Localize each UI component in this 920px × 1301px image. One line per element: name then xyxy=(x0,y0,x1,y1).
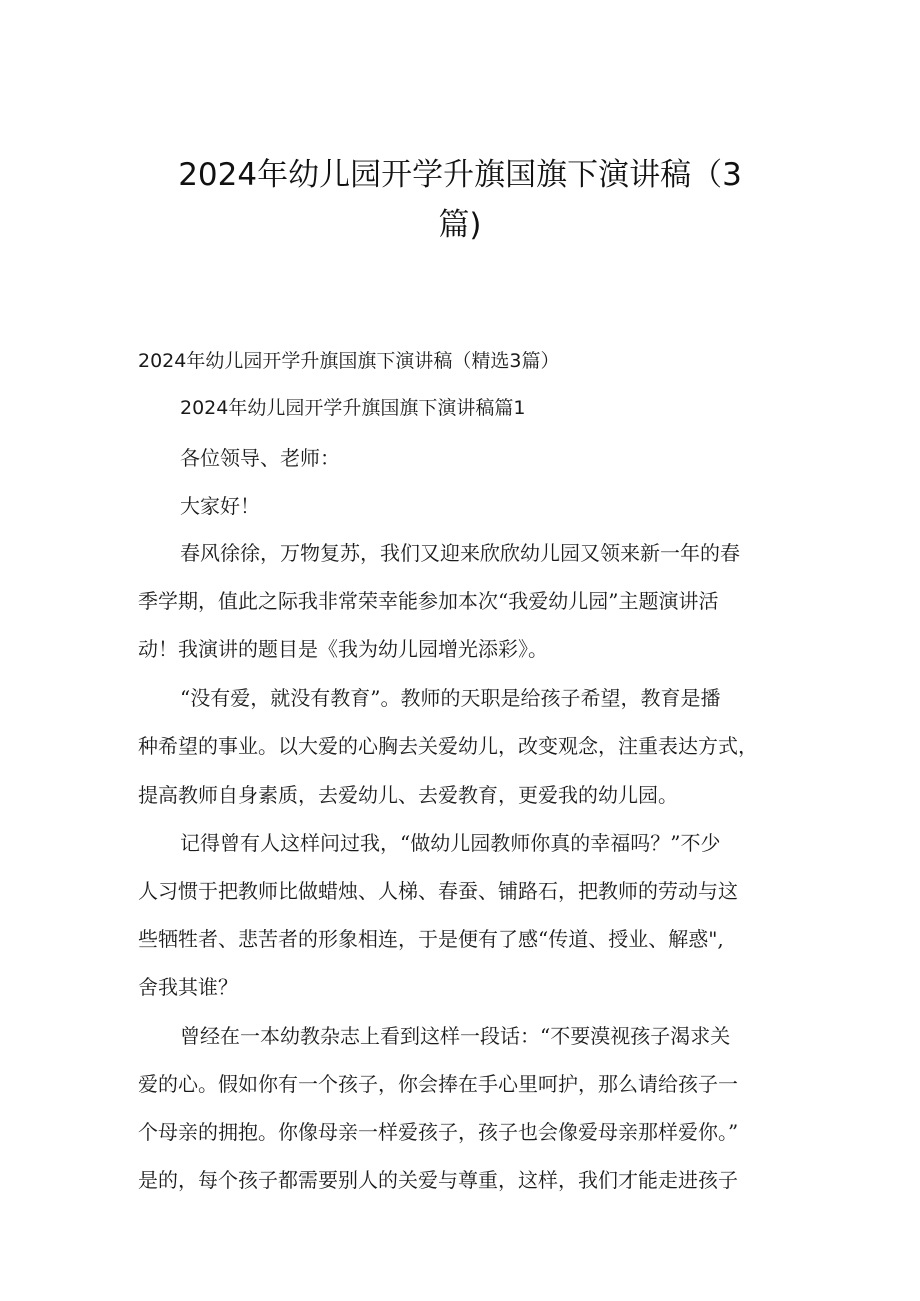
body-line: 些牺牲者、悲苦者的形象相连，于是便有了感“传道、授业、解惑", xyxy=(138,927,724,951)
document-title xyxy=(0,150,920,250)
body-line: 个母亲的拥抱。你像母亲一样爱孩子，孩子也会像爱母亲那样爱你。” xyxy=(138,1120,739,1144)
body-line: 季学期，值此之际我非常荣幸能参加本次“我爱幼儿园”主题演讲活 xyxy=(138,589,719,613)
document-title-line-1: 2024年幼儿园开学升旗国旗下演讲稿（3 xyxy=(178,157,742,193)
body-line: 提高教师自身素质，去爱幼儿、去爱教育，更爱我的幼儿园。 xyxy=(138,783,678,807)
salutation: 各位领导、老师： xyxy=(180,446,340,470)
body-line: “没有爱，就没有教育”。教师的天职是给孩子希望，教育是播 xyxy=(180,686,721,710)
body-line: 曾经在一本幼教杂志上看到这样一段话：“不要漠视孩子渴求关 xyxy=(180,1024,731,1048)
body-line: 人习惯于把教师比做蜡烛、人梯、春蚕、铺路石，把教师的劳动与这 xyxy=(138,879,738,903)
body-line: 是的，每个孩子都需要别人的关爱与尊重，这样，我们才能走进孩子 xyxy=(138,1168,738,1192)
body-line: 记得曾有人这样问过我，“做幼儿园教师你真的幸福吗？”不少 xyxy=(180,831,721,855)
body-line: 春风徐徐，万物复苏，我们又迎来欣欣幼儿园又领来新一年的春 xyxy=(180,541,740,565)
body-line: 爱的心。假如你有一个孩子，你会捧在手心里呵护，那么请给孩子一 xyxy=(138,1072,738,1096)
body-line: 种希望的事业。以大爱的心胸去关爱幼儿，改变观念，注重表达方式， xyxy=(138,734,758,758)
body-line: 舍我其谁？ xyxy=(138,975,238,999)
body-line: 动！我演讲的题目是《我为幼儿园增光添彩》。 xyxy=(138,637,548,661)
document-subtitle: 2024年幼儿园开学升旗国旗下演讲稿（精选3篇） xyxy=(138,350,560,372)
document-title-line-2: 篇) xyxy=(438,207,482,243)
greeting: 大家好！ xyxy=(180,494,260,518)
section-heading: 2024年幼儿园开学升旗国旗下演讲稿篇1 xyxy=(180,397,526,419)
